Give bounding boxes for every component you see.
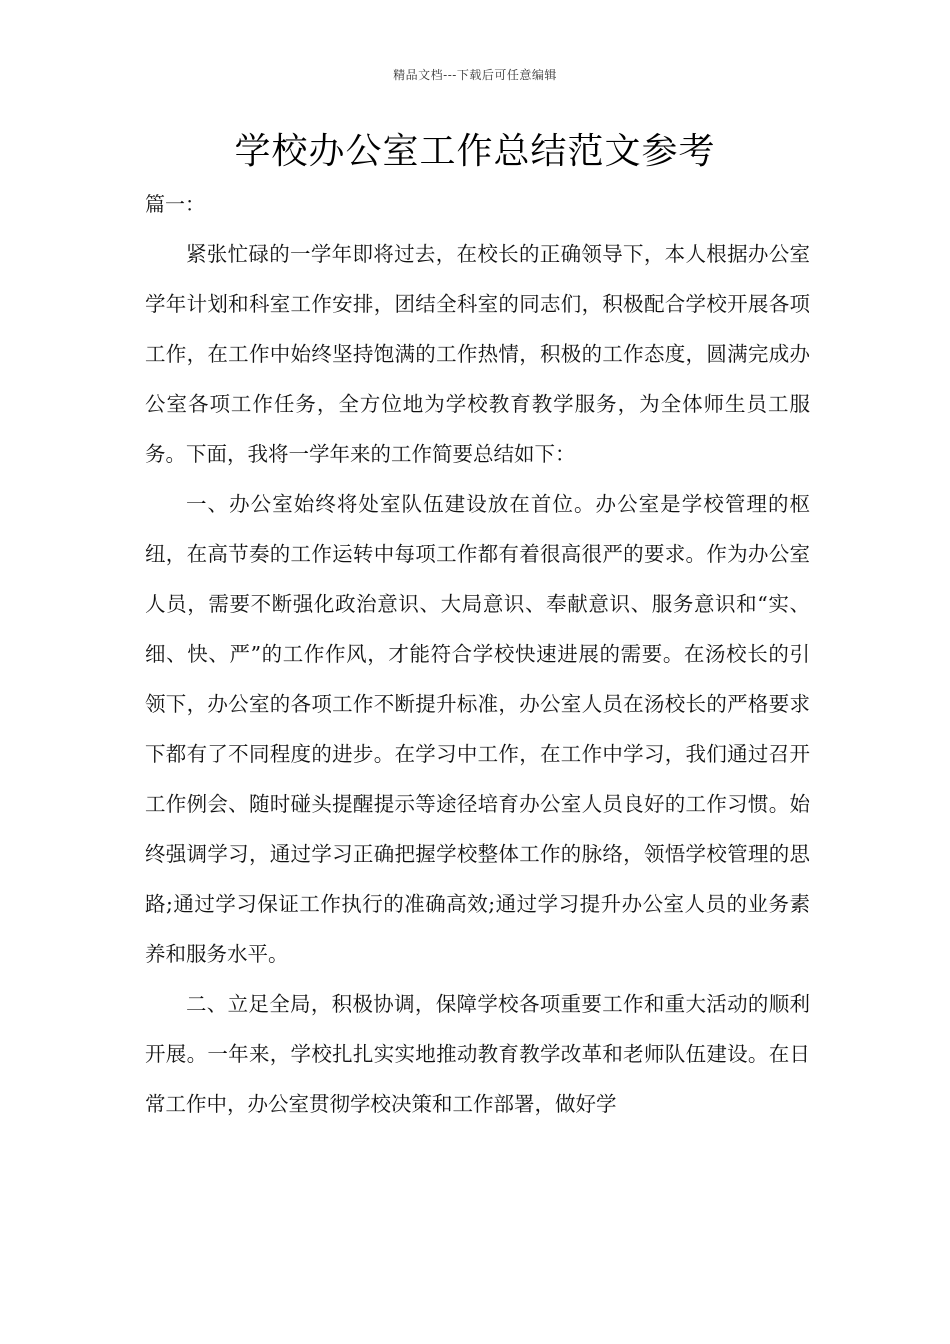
paragraph-intro: 紧张忙碌的一学年即将过去，在校长的正确领导下，本人根据办公室学年计划和科室工作安排，团结全科室的同志们，积极配合学校开展各项工作，在工作中始终坚持饱满的工作热情，积极的工作态度，圆满完成办公室各项工作任务，全方位地为学校教育教学服务，为全体师生员工服务。下面，我将一学年来的工作简要总结如下： <box>145 242 810 466</box>
document-title: 学校办公室工作总结范文参考 <box>234 131 716 172</box>
section-label: 篇一： <box>145 192 205 216</box>
paragraph-section-one: 一、办公室始终将处室队伍建设放在首位。办公室是学校管理的枢纽，在高节奏的工作运转中每项工作都有着很高很严的要求。作为办公室人员，需要不断强化政治意识、大局意识、奉献意识、服务意识和“实、细、快、严”的工作作风，才能符合学校快速进展的需要。在汤校长的引领下，办公室的各项工作不断提升标准，办公室人员在汤校长的严格要求下都有了不同程度的进步。在学习中工作，在工作中学习，我们通过召开工作例会、随时碰头提醒提示等途径培育办公室人员良好的工作习惯。始终强调学习，通过学习正确把握学校整体工作的脉络，领悟学校管理的思路;通过学习保证工作执行的准确高效;通过学习提升办公室人员的业务素养和服务水平。 <box>145 492 810 966</box>
document-body <box>145 179 810 1129</box>
paragraph-section-two: 二、立足全局，积极协调，保障学校各项重要工作和重大活动的顺利开展。一年来，学校扎扎实实地推动教育教学改革和老师队伍建设。在日常工作中，办公室贯彻学校决策和工作部署，做好学 <box>145 992 810 1116</box>
header-note: 精品文档---下载后可任意编辑 <box>393 68 557 82</box>
